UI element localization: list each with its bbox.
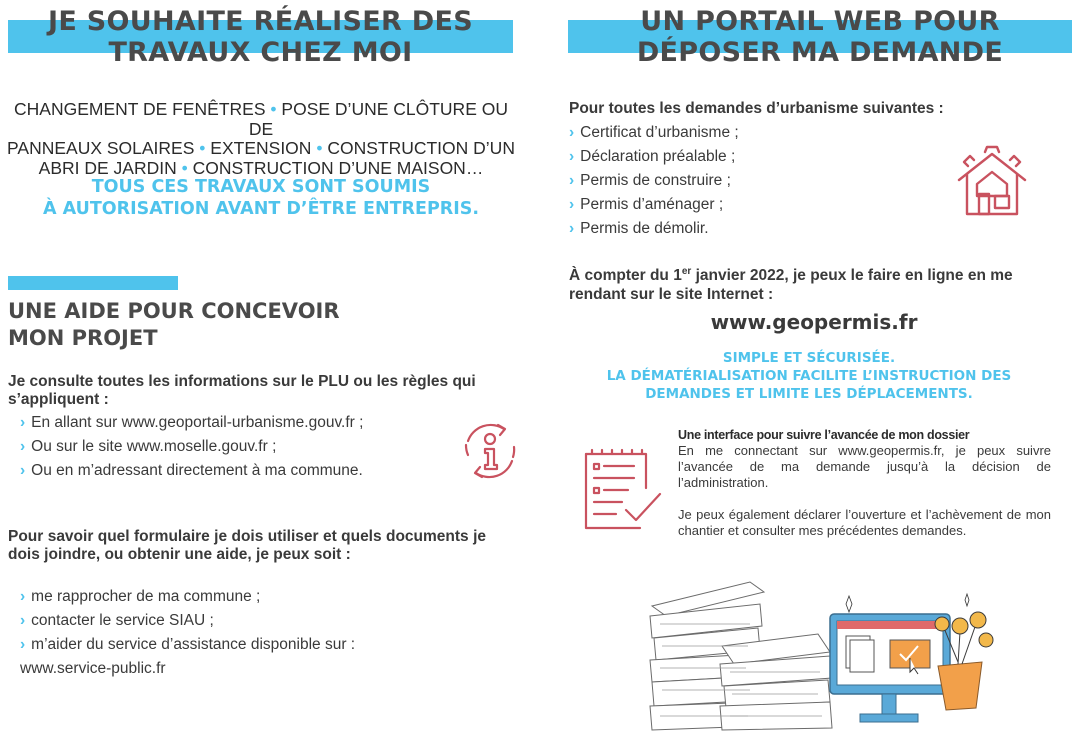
request-item-2 [569, 148, 735, 166]
help-item-2 [20, 612, 214, 630]
chevron-icon: › [569, 196, 575, 213]
works-list [0, 100, 522, 178]
requests-intro: Pour toutes les demandes d’urbanisme suivantes : [569, 100, 944, 117]
section2-bar [8, 276, 178, 290]
tagline-line2: LA DÉMATÉRIALISATION FACILITE L’INSTRUCTION DES [606, 368, 1012, 384]
interface-title: Une interface pour suivre l’avancée de mon dossier [678, 428, 970, 442]
work-solar: PANNEAUX SOLAIRES [7, 138, 195, 158]
request-item-1 [569, 124, 739, 142]
info-cycle-icon [458, 419, 522, 483]
chevron-icon: › [20, 414, 26, 431]
chevron-icon: › [20, 636, 26, 653]
chevron-icon: › [20, 612, 26, 629]
section2-title-line2: MON PROJET [8, 326, 158, 350]
online-date-text [569, 262, 1059, 304]
help-item-text: contacter le service SIAU ; [31, 612, 214, 629]
request-item-text: Certificat d’urbanisme ; [580, 124, 739, 141]
help-item-text: me rapprocher de ma commune ; [31, 588, 261, 605]
left-header-line1: JE SOUHAITE RÉALISER DES [48, 6, 473, 37]
work-extension: EXTENSION [210, 138, 312, 158]
work-construction: CONSTRUCTION D’UN [327, 138, 515, 158]
interface-paragraph-1: En me connectant sur www.geopermis.fr, je peux suivre l’avancée de ma demande jusqu’à la décision de l’administration. [678, 443, 1051, 490]
separator-dot: • [181, 157, 188, 178]
documents-computer-illustration [640, 576, 1010, 732]
plu-item-2 [20, 438, 276, 456]
chevron-icon: › [569, 172, 575, 189]
help-item-text: m’aider du service d’assistance disponible sur : [31, 636, 356, 653]
request-item-text: Permis de construire ; [580, 172, 731, 189]
chevron-icon: › [569, 124, 575, 141]
right-header-line2: DÉPOSER MA DEMANDE [636, 37, 1004, 68]
form-check-icon [582, 448, 664, 532]
plu-intro: Je consulte toutes les informations sur le PLU ou les règles qui s’appliquent : [8, 373, 476, 408]
right-header-line1: UN PORTAIL WEB POUR [640, 6, 1000, 37]
tagline-line3: DEMANDES ET LIMITE LES DÉPLACEMENTS. [645, 386, 973, 402]
date-sup: er [681, 266, 692, 277]
plu-item-1 [20, 414, 363, 432]
geopermis-link[interactable]: www.geopermis.fr [710, 310, 918, 334]
authorization-notice [0, 176, 522, 220]
plu-item-text: Ou en m’adressant directement à ma commune. [31, 462, 363, 479]
date-text-b: janvier 2022, je peux le faire en ligne en me rendant sur le site Internet : [569, 267, 1013, 304]
interface-paragraph-2: Je peux également déclarer l’ouverture et l’achèvement de mon chantier et consulter mes précédentes demandes. [678, 507, 1051, 538]
plu-item-text: Ou sur le site www.moselle.gouv.fr ; [31, 438, 277, 455]
request-item-text: Permis d’aménager ; [580, 196, 724, 213]
work-fence: POSE D’UNE CLÔTURE OU DE [248, 99, 508, 139]
chevron-icon: › [20, 438, 26, 455]
request-item-text: Déclaration préalable ; [580, 148, 736, 165]
tagline-line1: SIMPLE ET SÉCURISÉE. [722, 350, 896, 366]
request-item-3 [569, 172, 731, 190]
chevron-icon: › [20, 462, 26, 479]
work-windows: CHANGEMENT DE FENÊTRES [14, 99, 266, 119]
separator-dot: • [199, 138, 206, 158]
chevron-icon: › [569, 148, 575, 165]
request-item-5 [569, 220, 709, 238]
separator-dot: • [316, 138, 323, 158]
separator-dot: • [270, 99, 277, 119]
request-item-text: Permis de démolir. [580, 220, 709, 237]
chevron-icon: › [569, 220, 575, 237]
form-intro: Pour savoir quel formulaire je dois utiliser et quels documents je dois joindre, ou obtenir une aide, je peux soit : [8, 528, 486, 563]
plu-item-text: En allant sur www.geoportail-urbanisme.gouv.fr ; [31, 414, 364, 431]
chevron-icon: › [20, 588, 26, 605]
help-item-3 [20, 636, 355, 654]
help-item-1 [20, 588, 260, 606]
section2-title-line1: UNE AIDE POUR CONCEVOIR [8, 299, 340, 323]
work-house: CONSTRUCTION D’UNE MAISON… [192, 157, 484, 178]
request-item-4 [569, 196, 723, 214]
plu-item-3 [20, 462, 363, 480]
notice-line2: À AUTORISATION AVANT D’ÊTRE ENTREPRIS. [42, 199, 480, 219]
tagline [568, 349, 1050, 403]
work-shed: ABRI DE JARDIN [38, 157, 177, 178]
service-public-link[interactable]: www.service-public.fr [20, 660, 166, 677]
notice-line1: TOUS CES TRAVAUX SONT SOUMIS [91, 177, 431, 197]
house-gear-icon [955, 146, 1029, 218]
left-header-line2: TRAVAUX CHEZ MOI [108, 37, 413, 68]
date-text-a: À compter du 1 [569, 267, 682, 285]
